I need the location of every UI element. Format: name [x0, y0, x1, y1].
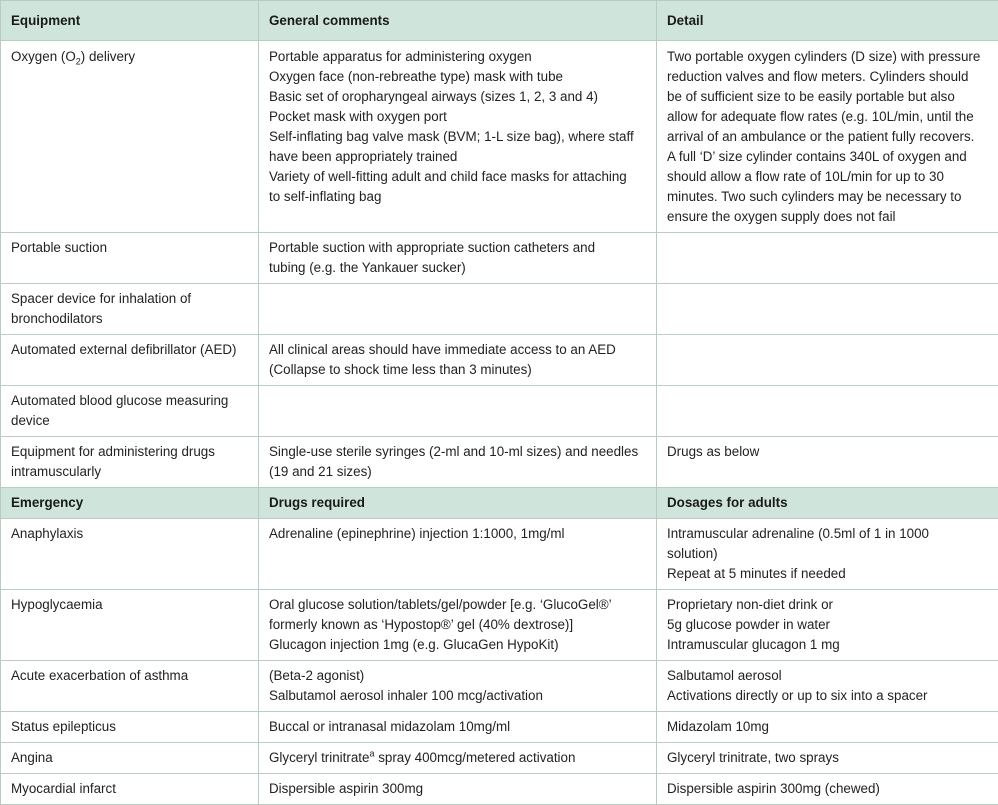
comments-cell: Portable suction with appropriate suction catheters and tubing (e.g. the Yankauer sucker) [259, 233, 657, 284]
drugs-cell: Dispersible aspirin 300mg [259, 774, 657, 805]
header-dosages-for-adults: Dosages for adults [657, 488, 998, 519]
table-row [1, 743, 998, 774]
table-row [1, 335, 998, 386]
drugs-cell: Oral glucose solution/tablets/gel/powder [e.g. ‘GlucoGel®’ formerly known as ‘Hypostop®’ gel (40% dextrose)] Glucagon injection 1mg (e.g. GlucaGen HypoKit) [259, 590, 657, 661]
header-general-comments: General comments [259, 1, 657, 41]
detail-cell [657, 284, 998, 335]
comments-cell: Portable apparatus for administering oxygen Oxygen face (non-rebreathe type) mask with tube Basic set of oropharyngeal airways (sizes 1, 2, 3 and 4) Pocket mask with oxygen port Self-inflating bag valve mask (BVM; 1-L size bag), where staff have been appropriately trained Variety of well-fitting adult and child face masks for attaching to self-inflating bag [259, 41, 657, 233]
emergency-cell: Myocardial infarct [1, 774, 259, 805]
table-row [1, 774, 998, 805]
equipment-cell: Equipment for administering drugs intramuscularly [1, 437, 259, 488]
table-row [1, 284, 998, 335]
equipment-cell: Oxygen $(O_2)$ delivery [1, 41, 259, 233]
drugs-cell: Glyceryl trinitrate$^a$ spray 400mcg/metered activation [259, 743, 657, 774]
table-row [1, 41, 998, 233]
detail-cell [657, 335, 998, 386]
emergency-cell: Status epilepticus [1, 712, 259, 743]
table-row [1, 712, 998, 743]
comments-cell: Single-use sterile syringes (2-ml and 10-ml sizes) and needles (19 and 21 sizes) [259, 437, 657, 488]
header-emergency: Emergency [1, 488, 259, 519]
table-header-row [1, 1, 998, 41]
detail-cell: Drugs as below [657, 437, 998, 488]
detail-cell: Two portable oxygen cylinders (D size) with pressure reduction valves and flow meters. Cylinders should be of sufficient size to be easily portable but also allow for adequate flow rates (e.g. 10L/min, until the arrival of an ambulance or the patient fully recovers. A full ‘D’ size cylinder contains 340L of oxygen and should allow a flow rate of 10L/min for up to 30 minutes. Two such cylinders may be necessary to ensure the oxygen supply does not fail [657, 41, 998, 233]
table-row [1, 437, 998, 488]
table-row [1, 233, 998, 284]
dosage-cell: Salbutamol aerosol Activations directly or up to six into a spacer [657, 661, 998, 712]
emergency-cell: Anaphylaxis [1, 519, 259, 590]
detail-cell [657, 233, 998, 284]
header-equipment: Equipment [1, 1, 259, 41]
drugs-cell: Buccal or intranasal midazolam 10mg/ml [259, 712, 657, 743]
comments-cell: All clinical areas should have immediate access to an AED (Collapse to shock time less than 3 minutes) [259, 335, 657, 386]
dosage-cell: Dispersible aspirin 300mg (chewed) [657, 774, 998, 805]
equipment-cell: Automated blood glucose measuring device [1, 386, 259, 437]
table-row [1, 519, 998, 590]
drugs-cell: (Beta-2 agonist) Salbutamol aerosol inhaler 100 mcg/activation [259, 661, 657, 712]
detail-cell [657, 386, 998, 437]
equipment-cell: Spacer device for inhalation of bronchodilators [1, 284, 259, 335]
equipment-cell: Portable suction [1, 233, 259, 284]
emergency-cell: Acute exacerbation of asthma [1, 661, 259, 712]
emergency-cell: Angina [1, 743, 259, 774]
header-detail: Detail [657, 1, 998, 41]
equipment-cell: Automated external defibrillator (AED) [1, 335, 259, 386]
dosage-cell: Midazolam 10mg [657, 712, 998, 743]
dosage-cell: Glyceryl trinitrate, two sprays [657, 743, 998, 774]
emergency-cell: Hypoglycaemia [1, 590, 259, 661]
comments-cell [259, 386, 657, 437]
table-row [1, 590, 998, 661]
table-row [1, 386, 998, 437]
drugs-cell: Adrenaline (epinephrine) injection 1:1000, 1mg/ml [259, 519, 657, 590]
table-row [1, 661, 998, 712]
dosage-cell: Proprietary non-diet drink or 5g glucose powder in water Intramuscular glucagon 1 mg [657, 590, 998, 661]
header-drugs-required: Drugs required [259, 488, 657, 519]
table-header-row [1, 488, 998, 519]
dosage-cell: Intramuscular adrenaline (0.5ml of 1 in 1000 solution) Repeat at 5 minutes if needed [657, 519, 998, 590]
comments-cell [259, 284, 657, 335]
